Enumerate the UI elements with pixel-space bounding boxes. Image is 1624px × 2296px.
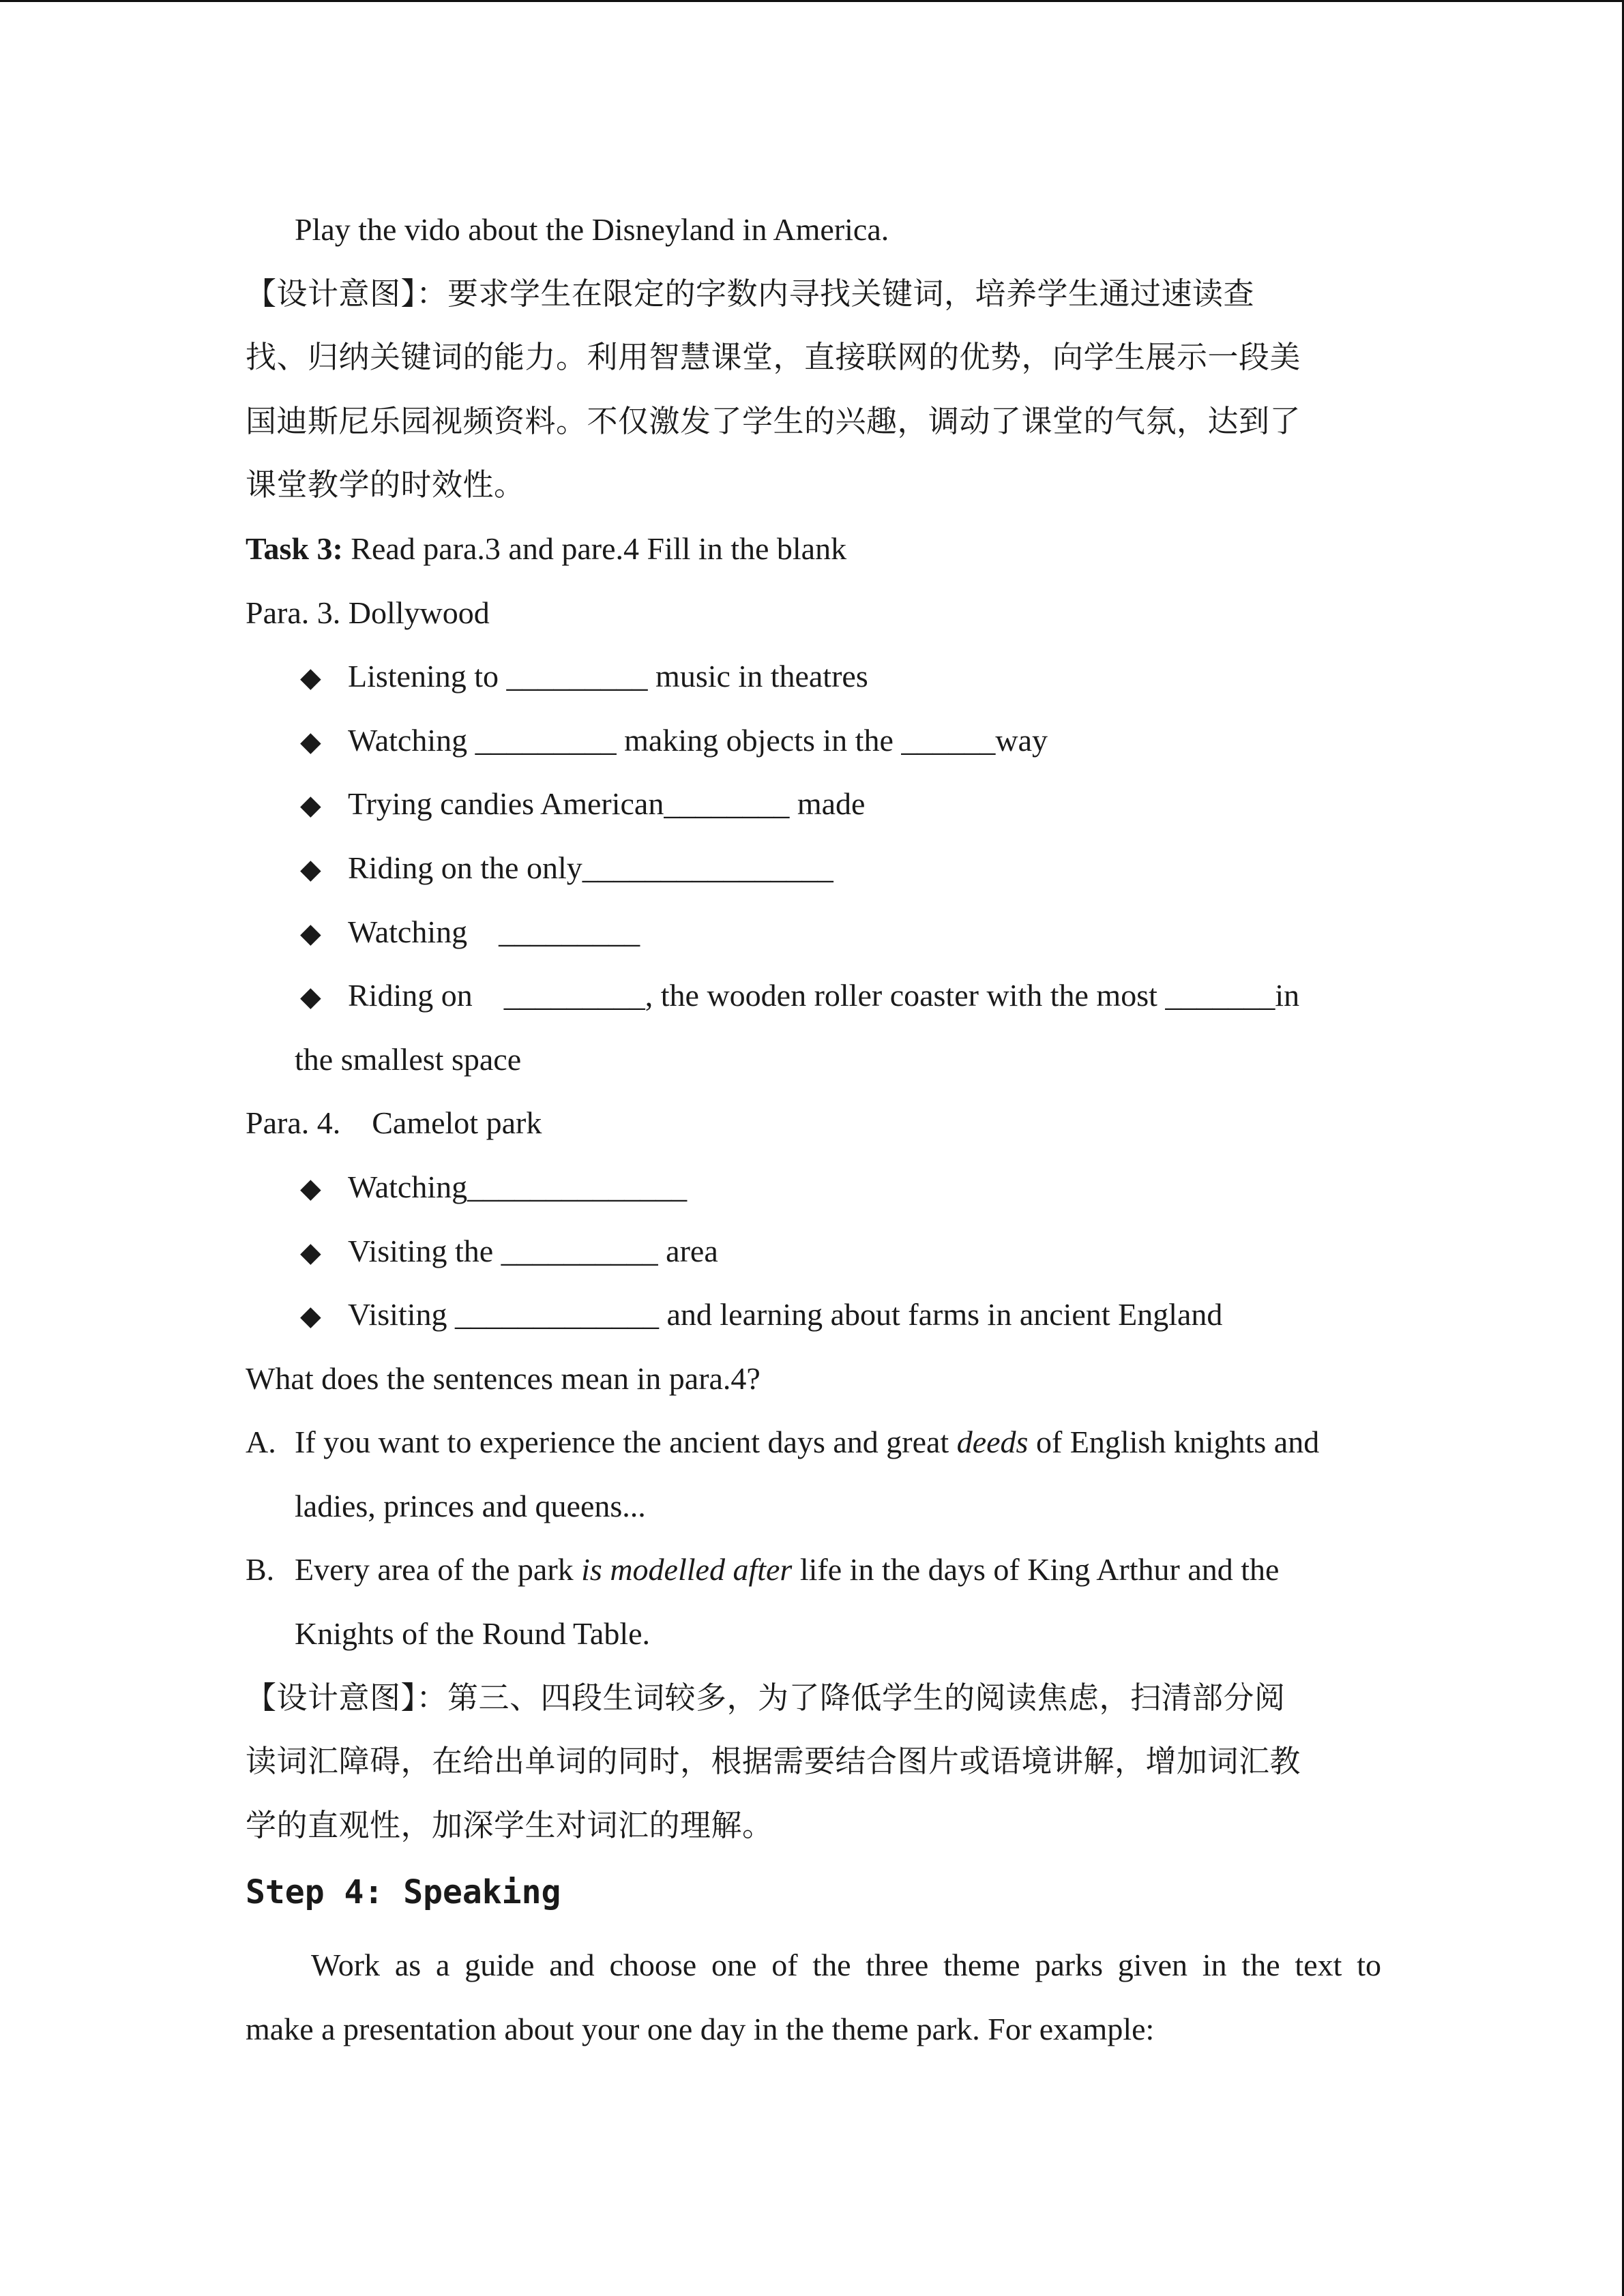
- speaking-line-2: make a presentation about your one day in the theme park. For example:: [246, 2011, 1155, 2046]
- step4-heading: Step 4: Speaking: [246, 1873, 561, 1912]
- diamond-bullet-icon: ◆: [300, 726, 321, 758]
- list-item-continuation: the smallest space: [295, 1041, 522, 1077]
- option-a-emphasis: deeds: [956, 1425, 1029, 1460]
- design-intent-2-line-2: 读词汇障碍，在给出单词的同时，根据需要结合图片或语境讲解，增加词汇教: [246, 1743, 1301, 1780]
- option-b-continuation: Knights of the Round Table.: [295, 1616, 651, 1652]
- option-b-emphasis: is modelled after: [581, 1552, 793, 1587]
- option-a-letter: A.: [246, 1425, 276, 1460]
- design-intent-2-line-3: 学的直观性，加深学生对词汇的理解。: [246, 1806, 773, 1843]
- document-page: [246, 198, 1381, 2061]
- task3-text: Read para.3 and pare.4 Fill in the blank: [342, 531, 847, 566]
- design-intent-1-line-1: 【设计意图】：要求学生在限定的字数内寻找关键词，培养学生通过速读查: [246, 275, 1255, 312]
- option-b-letter: B.: [246, 1552, 275, 1587]
- diamond-bullet-icon: ◆: [300, 853, 321, 885]
- list-item: ◆ Visiting _____________ and learning about farms in ancient England: [246, 1283, 1381, 1347]
- list-item: ◆ Listening to _________ music in theatres: [246, 644, 1381, 709]
- option-a-continuation: ladies, princes and queens...: [295, 1488, 646, 1523]
- diamond-bullet-icon: ◆: [300, 662, 321, 694]
- list-item: ◆ Watching______________: [246, 1155, 1381, 1219]
- para3-title: Para. 3. Dollywood: [246, 595, 490, 630]
- diamond-bullet-icon: ◆: [300, 917, 321, 949]
- diamond-bullet-icon: ◆: [300, 1172, 321, 1204]
- task3-heading: [246, 517, 1381, 581]
- question: What does the sentences mean in para.4?: [246, 1360, 761, 1396]
- list-item: ◆ Riding on _________, the wooden roller coaster with the most _______in: [246, 964, 1381, 1028]
- option-a: A. If you want to experience the ancient days and great deeds of English knights and: [246, 1410, 1381, 1474]
- design-intent-1-line-4: 课堂教学的时效性。: [246, 466, 525, 503]
- list-item: ◆ Riding on the only________________: [246, 836, 1381, 900]
- design-intent-1-line-3: 国迪斯尼乐园视频资料。不仅激发了学生的兴趣，调动了课堂的气氛，达到了: [246, 402, 1301, 439]
- diamond-bullet-icon: ◆: [300, 981, 321, 1013]
- diamond-bullet-icon: ◆: [300, 1300, 321, 1332]
- list-item: ◆ Watching _________ making objects in the ______way: [246, 709, 1381, 773]
- para4-title: Para. 4. Camelot park: [246, 1105, 542, 1141]
- list-item: ◆ Watching _________: [246, 900, 1381, 964]
- diamond-bullet-icon: ◆: [300, 1236, 321, 1268]
- task3-label: Task 3:: [246, 531, 343, 566]
- design-intent-2-line-1: 【设计意图】：第三、四段生词较多，为了降低学生的阅读焦虑，扫清部分阅: [246, 1679, 1286, 1716]
- video-instruction: Play the vido about the Disneyland in America.: [295, 212, 889, 247]
- list-item: ◆ Visiting the __________ area: [246, 1219, 1381, 1283]
- diamond-bullet-icon: ◆: [300, 790, 321, 822]
- list-item: ◆ Trying candies American________ made: [246, 772, 1381, 836]
- design-intent-1-line-2: 找、归纳关键词的能力。利用智慧课堂，直接联网的优势，向学生展示一段美: [246, 339, 1301, 376]
- speaking-line-1: Work as a guide and choose one of the three theme parks given in the text to: [311, 1948, 1381, 1983]
- page-border-top: [0, 0, 1624, 2]
- option-b: B. Every area of the park is modelled after life in the days of King Arthur and the: [246, 1538, 1381, 1602]
